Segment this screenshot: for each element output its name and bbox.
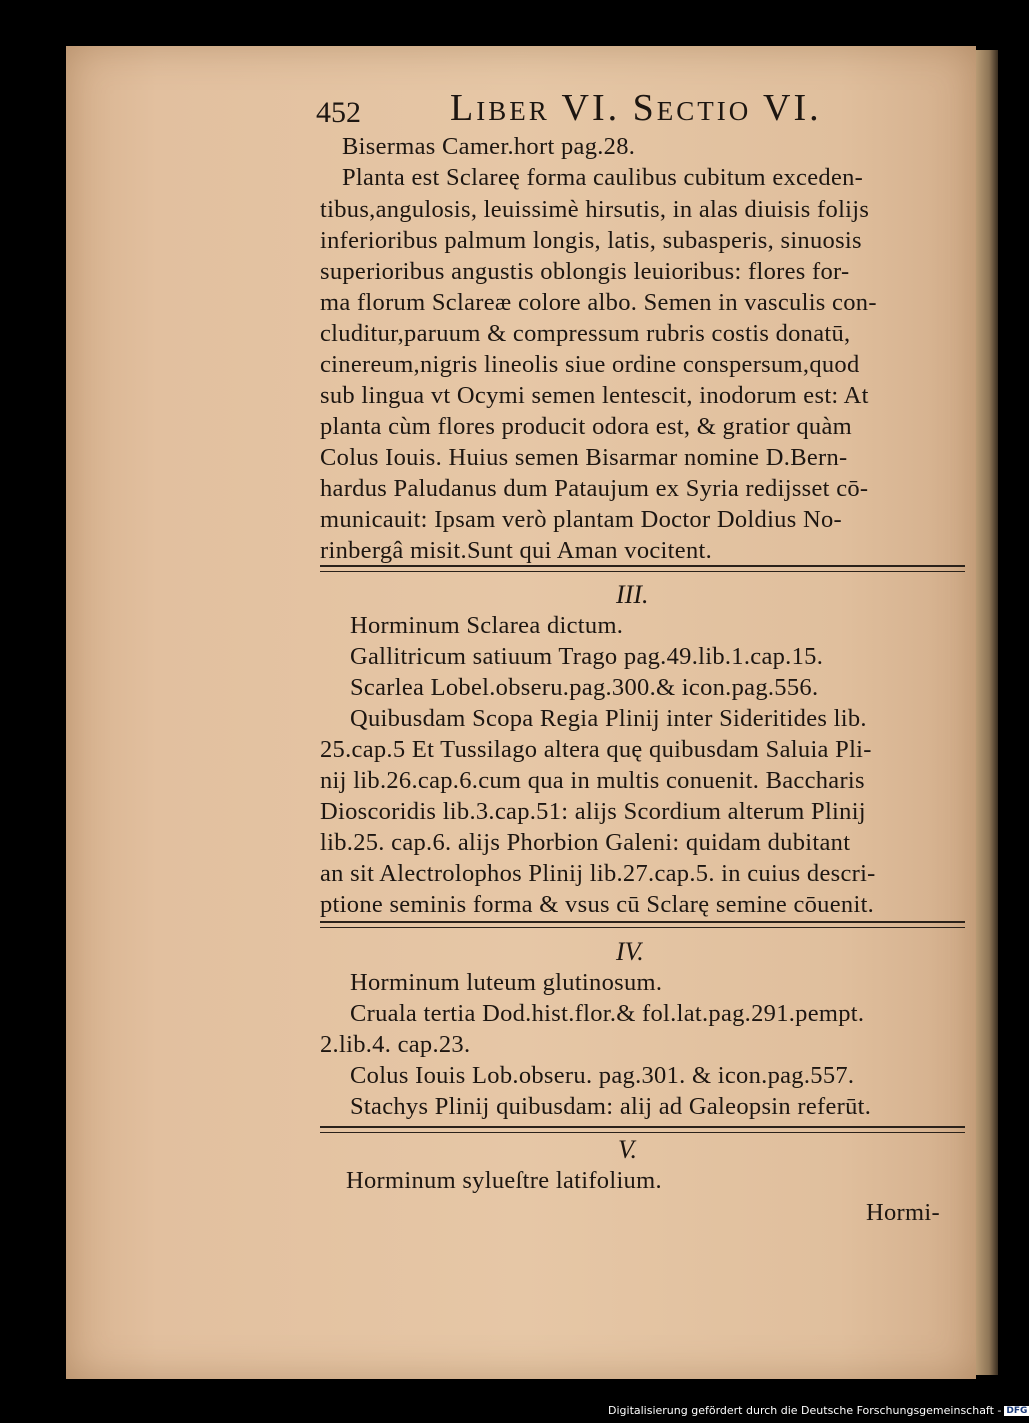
text-line: Horminum luteum glutinosum.	[350, 969, 663, 996]
text-line: tibus,angulosis, leuissimè hirsutis, in alas diuisis folijs	[320, 196, 870, 223]
section-number: IV.	[616, 937, 644, 966]
text-line: Colus Iouis Lob.obseru. pag.301. & icon.pag.557.	[350, 1062, 855, 1089]
text-line: ptione seminis forma & vsus cū Sclarę semine cōuenit.	[320, 891, 875, 918]
text-line: Horminum Sclarea dictum.	[350, 612, 624, 639]
text-line: 25.cap.5 Et Tussilago altera quę quibusdam Saluia Pli-	[320, 736, 872, 763]
text-line: municauit: Ipsam verò plantam Doctor Doldius No-	[320, 506, 842, 533]
running-title: Liber VI. Sectio VI.	[450, 87, 822, 129]
text-line: Gallitricum satiuum Trago pag.49.lib.1.cap.15.	[350, 643, 824, 670]
text-line: Stachys Plinij quibusdam: alij ad Galeopsin referūt.	[350, 1093, 872, 1120]
page-number: 452	[316, 96, 361, 129]
text-line: Planta est Sclareę forma caulibus cubitum exceden-	[342, 164, 864, 191]
section-divider	[320, 1126, 965, 1133]
text-line: Cruala tertia Dod.hist.flor.& fol.lat.pag.291.pempt.	[350, 1000, 865, 1027]
digitization-credit	[608, 1404, 1029, 1417]
text-line: Bisermas Camer.hort pag.28.	[342, 133, 636, 160]
text-line: cinereum,nigris lineolis siue ordine conspersum,quod	[320, 351, 860, 378]
text-line: 2.lib.4. cap.23.	[320, 1031, 471, 1058]
text-line: hardus Paludanus dum Pataujum ex Syria redijsset cō-	[320, 475, 869, 502]
catchword: Hormi-	[866, 1199, 940, 1226]
text-line: Dioscoridis lib.3.cap.51: alijs Scordium alterum Plinij	[320, 798, 866, 825]
text-line: superioribus angustis oblongis leuioribus: flores for-	[320, 258, 850, 285]
book-page-edge	[976, 50, 998, 1375]
text-line: sub lingua vt Ocymi semen lentescit, inodorum est: At	[320, 382, 869, 409]
text-line: ma florum Sclareæ colore albo. Semen in vasculis con-	[320, 289, 877, 316]
text-line: nij lib.26.cap.6.cum qua in multis conuenit. Baccharis	[320, 767, 865, 794]
section-number: III.	[616, 580, 649, 609]
text-line: Scarlea Lobel.obseru.pag.300.& icon.pag.556.	[350, 674, 819, 701]
text-line: lib.25. cap.6. alijs Phorbion Galeni: quidam dubitant	[320, 829, 851, 856]
text-line: cluditur,paruum & compressum rubris costis donatū,	[320, 320, 851, 347]
text-line: Horminum sylueſtre latifolium.	[346, 1167, 662, 1194]
text-line: Quibusdam Scopa Regia Plinij inter Sideritides lib.	[350, 705, 867, 732]
text-line: inferioribus palmum longis, latis, subasperis, sinuosis	[320, 227, 862, 254]
text-line: an sit Alectrolophos Plinij lib.27.cap.5. in cuius descri-	[320, 860, 876, 887]
footer-text: Digitalisierung gefördert durch die Deutsche Forschungsgemeinschaft -	[608, 1404, 1002, 1417]
section-divider	[320, 565, 965, 572]
text-line: Colus Iouis. Huius semen Bisarmar nomine D.Bern-	[320, 444, 848, 471]
section-divider	[320, 921, 965, 928]
section-number: V.	[618, 1135, 638, 1164]
text-line: planta cùm flores producit odora est, & gratior quàm	[320, 413, 852, 440]
dfg-logo: DFG	[1006, 1406, 1028, 1416]
text-line: rinbergâ misit.Sunt qui Aman vocitent.	[320, 537, 713, 564]
